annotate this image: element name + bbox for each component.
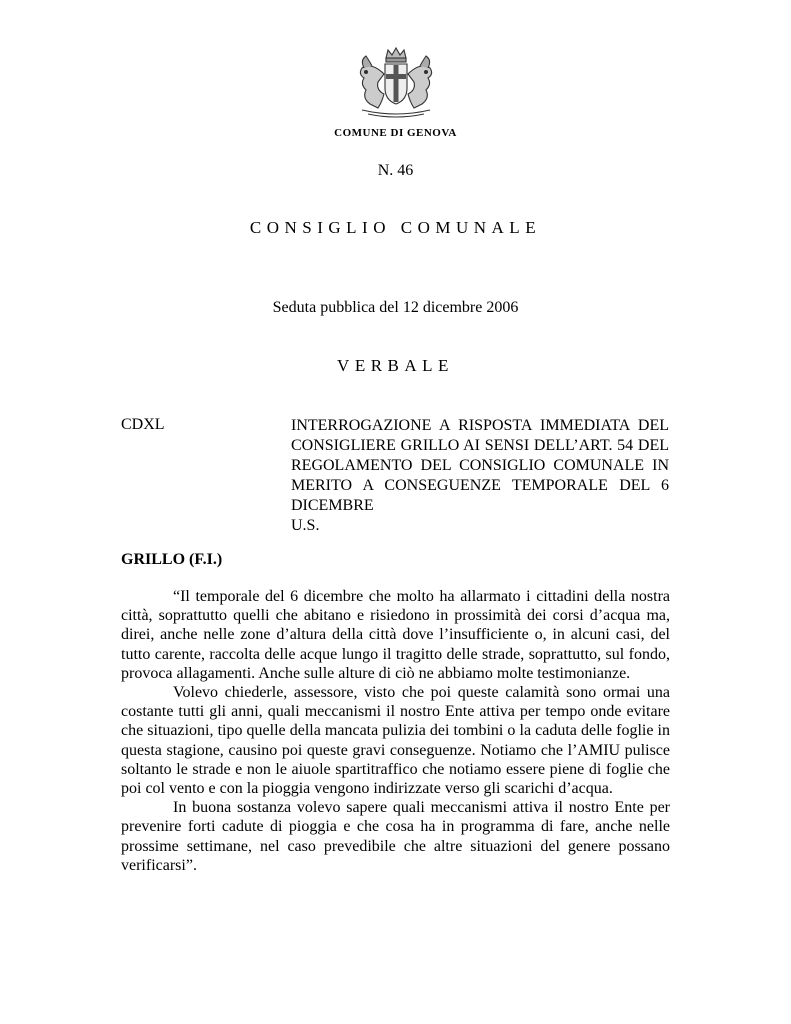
council-title: CONSIGLIO COMUNALE (249, 218, 542, 237)
document-type: VERBALE (337, 356, 454, 375)
session-date: Seduta pubblica del 12 dicembre 2006 (272, 299, 519, 316)
institution-name: COMUNE DI GENOVA (334, 127, 457, 139)
speaker-name: GRILLO (F.I.) (121, 551, 223, 568)
speech-body (121, 587, 670, 875)
speech-paragraph: “Il temporale del 6 dicembre che molto ha allarmato i cittadini della nostra città, soprattutto quelli che abitano e risiedono in prossimità dei corsi d’acqua ma, direi, anche nelle zone d’altura della città dove l’insufficiente o, in alcuni casi, del tutto carente, raccolta delle acque lungo il tragitto delle strade, soprattutto, sul fondo, provoca allagamenti. Anche sulle alture di ciò ne abbiamo molte testimonianze. (121, 588, 670, 682)
city-coat-of-arms-logo (352, 44, 440, 120)
item-subject-text: INTERROGAZIONE A RISPOSTA IMMEDIATA DEL CONSIGLIERE GRILLO AI SENSI DELL’ART. 54 DEL REGOLAMENTO DEL CONSIGLIO COMUNALE IN MERITO A CONSEGUENZE TEMPORALE DEL 6 DICEMBRE (291, 417, 669, 514)
item-subject-end: U.S. (291, 517, 320, 534)
speech-paragraph: Volevo chiederle, assessore, visto che poi queste calamità sono ormai una costante tutti gli anni, quali meccanismi il nostro Ente attiva per tempo onde evitare che situazioni, tipo quelle della mancata pulizia dei tombini o la caduta delle foglie in questa stagione, causino poi queste gravi conseguenze. Notiamo che l’AMIU pulisce soltanto le strade e non le aiuole spartitraffico che notiamo essere piene di foglie che poi col vento e con la pioggia vengono indirizzate verso gli scarichi d’acqua. (121, 684, 670, 798)
item-code: CDXL (121, 416, 165, 433)
speech-paragraph: In buona sostanza volevo sapere quali meccanismi attiva il nostro Ente per prevenire forti cadute di pioggia e che cosa ha in programma di fare, anche nelle prossime settimane, nel caso prevedibile che altre situazioni del genere possano verificarsi”. (121, 799, 670, 874)
item-subject (291, 416, 669, 536)
document-number: N. 46 (377, 162, 414, 179)
